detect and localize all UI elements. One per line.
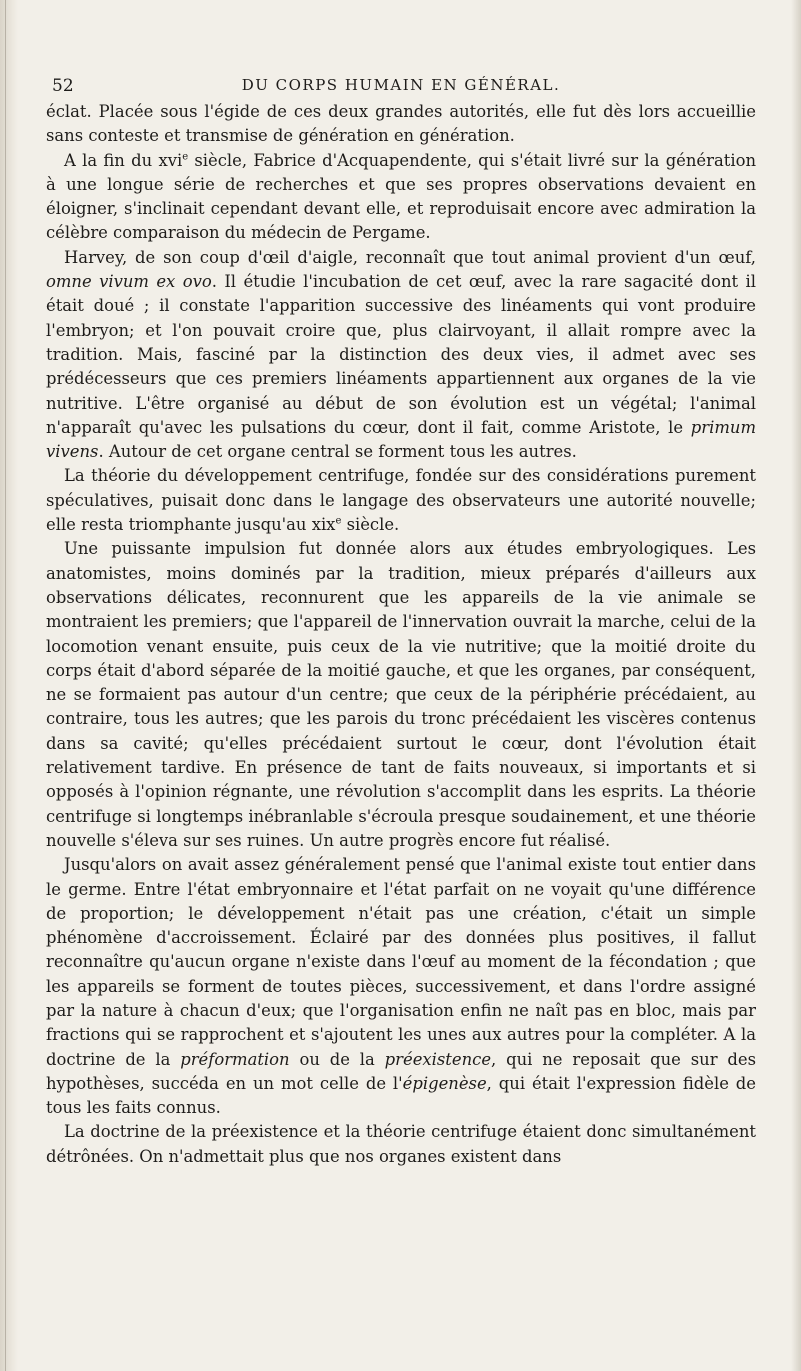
paragraph	[46, 537, 756, 853]
text-run: , qui était l'expression fidèle de tous les faits connus.	[46, 1073, 756, 1118]
text-run: , qui ne reposait que sur des hypothèses, succéda en un mot celle de l'	[46, 1049, 756, 1093]
page-header	[46, 70, 756, 100]
italic-phrase: épigenèse	[402, 1073, 487, 1093]
body-text	[46, 100, 756, 1169]
superscript: e	[335, 515, 342, 527]
text-run: La théorie du développement centrifuge, fondée sur des considérations purement spéculatives, puisait donc dans le langage des observateurs une autorité nouvelle; elle resta triomphante jusqu'au xix	[46, 466, 756, 535]
text-run: Une puissante impulsion fut donnée alors aux études embryologiques. Les anatomistes, moins dominés par la tradition, mieux préparés d'ailleurs aux observations délicates, reconnurent que les appareils de la vie animale se montraient les premiers; que l'appareil de l'innervation ouvrait la marche, celui de la locomotion venant ensuite, puis ceux de la vie nutritive; que la moitié droite du corps était d'abord séparée de la moitié gauche, et que les organes, par conséquent, ne se formaient pas autour d'un centre; que ceux de la périphérie précédaient, au contraire, tous les autres; que les parois du tronc précédaient les viscères contenus dans sa cavité; qu'elles précédaient surtout le cœur, dont l'évolution était relativement tardive. En présence de tant de faits nouveaux, si importants et si opposés à l'opinion régnante, une révolution s'accomplit dans les esprits. La théorie centrifuge si longtemps inébranlable s'écroula presque soudainement, et une théorie nouvelle s'éleva sur ses ruines. Un autre progrès encore fut réalisé.	[46, 539, 756, 850]
text-run: . Il étudie l'incubation de cet œuf, avec la rare sagacité dont il était doué ; il constate l'apparition successive des linéaments qui vont produire l'embryon; et l'on pouvait croire que, plus clairvoyant, il allait rompre avec la tradition. Mais, fasciné par la distinction des deux vies, il admet avec ses prédécesseurs que ces premiers linéaments appartiennent aux organes de la vie nutritive. L'être organisé au début de son évolution est un végétal; l'animal n'apparaît qu'avec les pulsations du cœur, dont il fait, comme Aristote, le	[46, 272, 756, 437]
paragraph	[46, 464, 756, 537]
page-number: 52	[52, 76, 74, 96]
superscript: e	[182, 151, 189, 163]
paragraph	[46, 149, 756, 246]
binding-shadow	[0, 0, 18, 1371]
running-head: DU CORPS HUMAIN EN GÉNÉRAL.	[241, 76, 561, 94]
text-run: ou de la	[289, 1049, 385, 1069]
paragraph	[46, 1120, 756, 1169]
text-run: siècle, Fabrice d'Acquapendente, qui s'était livré sur la génération à une longue série de recherches et que ses propres observations devaient en éloigner, s'inclinait cependant devant elle, et reproduisait encore avec admiration la célèbre comparaison du médecin de Pergame.	[46, 150, 756, 243]
text-run: Jusqu'alors on avait assez généralement pensé que l'animal existe tout entier dans le germe. Entre l'état embryonnaire et l'état parfait on ne voyait qu'une différence de proportion; le développement n'était pas une création, c'était un simple phénomène d'accroissement. Éclairé par des données plus positives, il fallut reconnaître qu'aucun organe n'existe dans l'œuf au moment de la fécondation ; que les appareils se forment de toutes pièces, successivement, et dans l'ordre assigné par la nature à chacun d'eux; que l'organisation enfin ne naît pas en bloc, mais par fractions qui se rapprochent et s'ajoutent les unes aux autres pour la compléter. A la doctrine de la	[46, 855, 756, 1069]
paragraph	[46, 246, 756, 465]
paragraph	[46, 853, 756, 1120]
italic-phrase: omne vivum ex ovo	[46, 272, 212, 292]
binding-crease	[5, 0, 6, 1371]
text-run: . Autour de cet organe central se forment tous les autres.	[98, 442, 577, 462]
text-run: siècle.	[341, 515, 400, 535]
text-run: Harvey, de son coup d'œil d'aigle, reconnaît que tout animal provient d'un œuf,	[64, 247, 756, 267]
book-page	[46, 70, 756, 1169]
text-run: A la fin du xvi	[64, 150, 183, 170]
page-edge-shadow	[791, 0, 801, 1371]
italic-phrase: préexistence	[384, 1049, 492, 1069]
italic-phrase: primum vivens	[46, 417, 756, 462]
italic-phrase: préformation	[180, 1049, 290, 1069]
paragraph	[46, 100, 756, 149]
text-run: La doctrine de la préexistence et la théorie centrifuge étaient donc simultanément détrônées. On n'admettait plus que nos organes existent dans	[46, 1122, 756, 1166]
text-run: éclat. Placée sous l'égide de ces deux grandes autorités, elle fut dès lors accueillie sans conteste et transmise de génération en génération.	[46, 102, 756, 146]
